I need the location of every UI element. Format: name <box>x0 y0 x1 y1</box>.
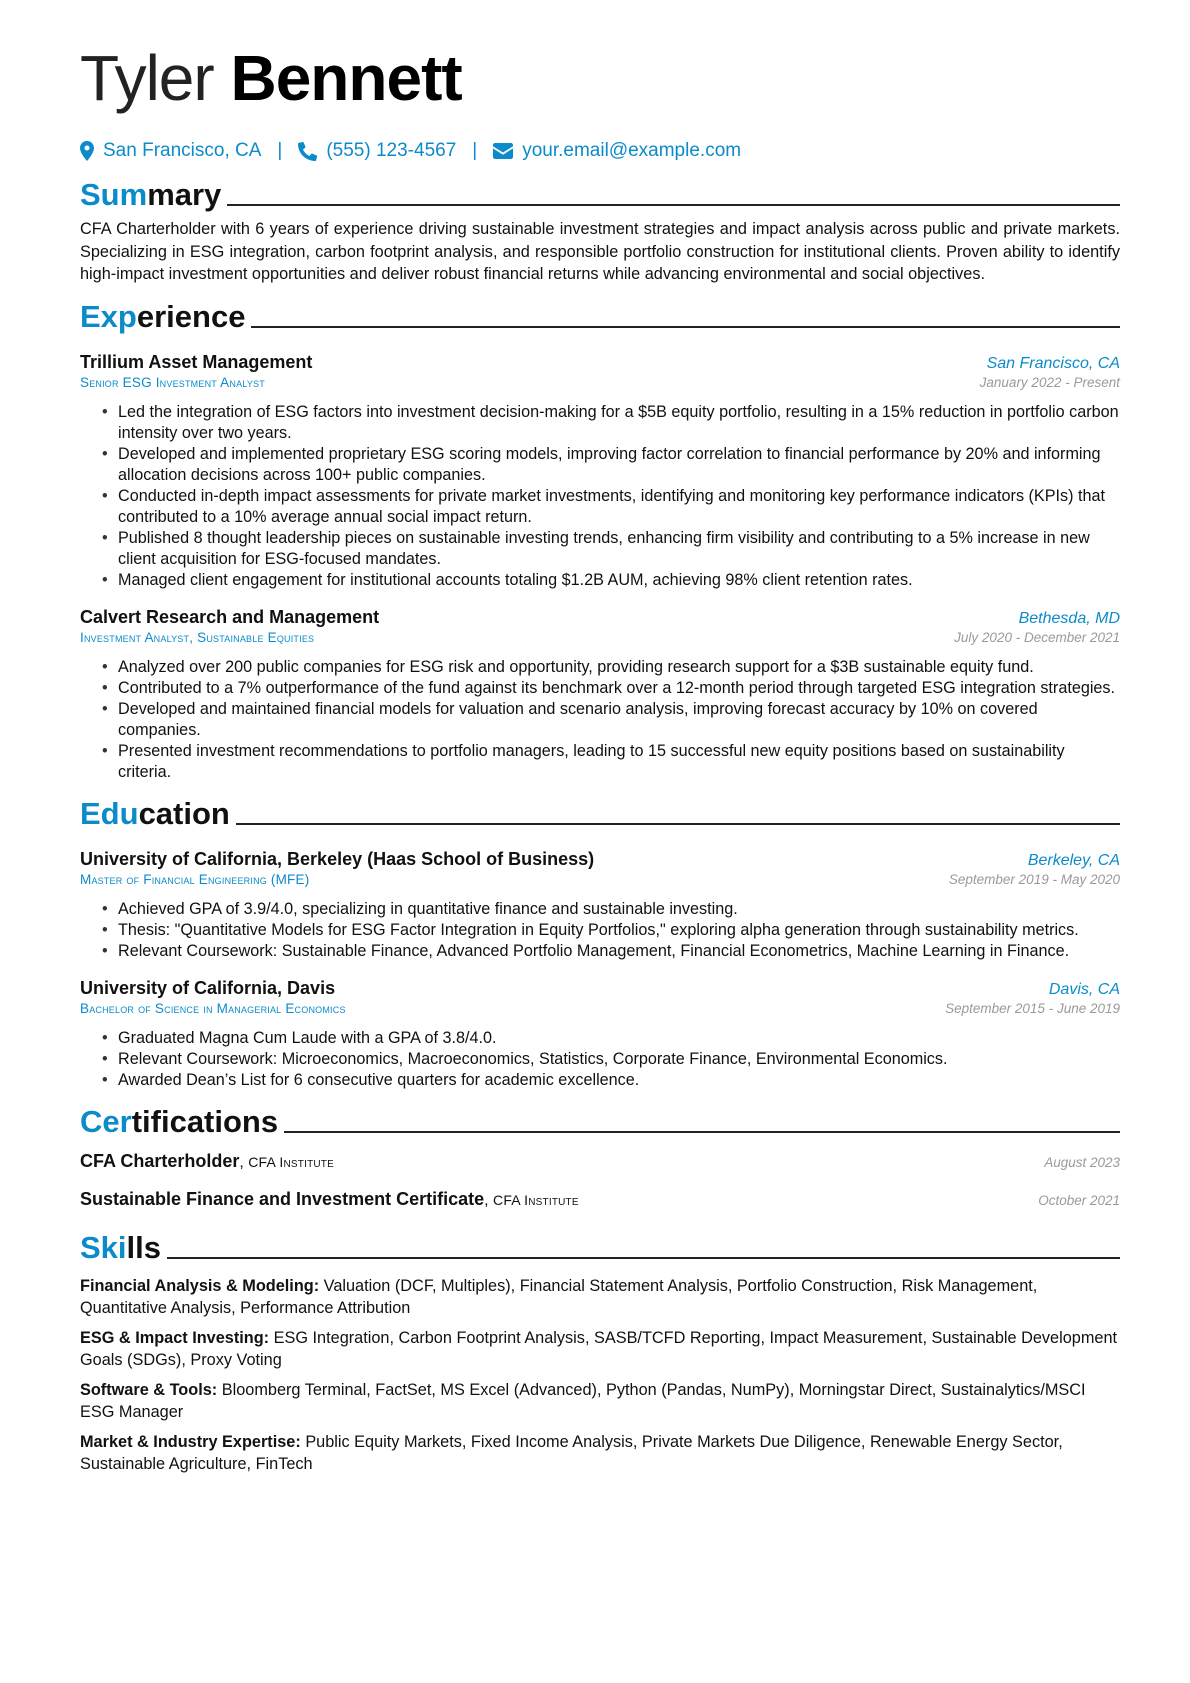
section-divider <box>236 823 1120 825</box>
section-heading <box>80 793 1120 833</box>
section-heading <box>80 296 1120 336</box>
certification-name: CFA Charterholder <box>80 1150 240 1171</box>
education-entry <box>80 976 1120 1091</box>
contact-bar <box>80 138 1120 164</box>
entry-location: Berkeley, CA <box>1027 851 1120 869</box>
bullet-item: • Conducted in-depth impact assessments for private market investments, identifying and monitoring key performance indicators (KPIs) that contributed to a 10% average annual social impact return. <box>102 486 1120 528</box>
contact-separator: | <box>472 140 478 161</box>
entry-dates: July 2020 - December 2021 <box>954 629 1120 645</box>
degree-title: Master of Financial Engineering (MFE) <box>80 871 310 887</box>
skills-section <box>80 1227 1120 1475</box>
phone-item[interactable] <box>298 140 456 162</box>
skill-category <box>80 1327 1120 1371</box>
bullet-item: • Managed client engagement for institutional accounts totaling $1.2B AUM, achieving 98% client retention rates. <box>102 570 1120 591</box>
bullet-item: • Analyzed over 200 public companies for ESG risk and opportunity, providing research support for a $3B sustainable equity fund. <box>102 657 1120 678</box>
bullet-item: • Contributed to a 7% outperformance of the fund against its benchmark over a 12-month period through targeted ESG integration strategies. <box>102 678 1120 699</box>
certification-item: Sustainable Finance and Investment Certificate, CFA Institute October 2021 <box>80 1188 1120 1209</box>
skill-values: ESG Integration, Carbon Footprint Analysis, SASB/TCFD Reporting, Impact Measurement, Sustainable Development Goals (SDGs), Proxy Voting <box>80 1328 1118 1369</box>
bullet-item: • Thesis: "Quantitative Models for ESG Factor Integration in Equity Portfolios," exploring alpha generation through sustainability metrics. <box>102 920 1120 941</box>
bullet-item: • Awarded Dean’s List for 6 consecutive quarters for academic excellence. <box>102 1070 1120 1091</box>
bullet-item: • Led the integration of ESG factors into investment decision-making for a $5B equity portfolio, resulting in a 15% reduction in portfolio carbon intensity over two years. <box>102 402 1120 444</box>
skill-label: Software & Tools: <box>80 1380 218 1399</box>
email-item[interactable] <box>493 140 741 162</box>
section-title: Summary <box>80 177 222 212</box>
certification-name: Sustainable Finance and Investment Certificate <box>80 1188 485 1209</box>
section-title: Experience <box>80 298 246 334</box>
bullet-item: • Relevant Coursework: Microeconomics, Macroeconomics, Statistics, Corporate Finance, Environmental Economics. <box>102 1049 1120 1070</box>
section-title: Certifications <box>80 1103 279 1139</box>
contact-separator: | <box>277 140 283 161</box>
first-name: Tyler <box>80 42 214 114</box>
skill-values: Bloomberg Terminal, FactSet, MS Excel (Advanced), Python (Pandas, NumPy), Morningstar Direct, Sustainalytics/MSCI ESG Manager <box>80 1380 1086 1421</box>
skill-label: Market & Industry Expertise: <box>80 1432 301 1451</box>
bullet-item: • Developed and maintained financial models for valuation and scenario analysis, improving forecast accuracy by 10% on covered companies. <box>102 699 1120 741</box>
entry-dates: September 2019 - May 2020 <box>948 871 1120 887</box>
organization-name: Trillium Asset Management <box>80 351 313 372</box>
section-heading <box>80 1227 1120 1267</box>
section-title: Education <box>80 795 230 831</box>
bullet-list <box>80 657 1120 783</box>
certification-issuer: CFA Institute <box>493 1191 579 1208</box>
location-text: San Francisco, CA <box>103 140 262 161</box>
section-divider <box>251 326 1120 328</box>
section-title: Skills <box>80 1229 161 1265</box>
job-title: Investment Analyst, Sustainable Equities <box>80 629 315 645</box>
experience-entry <box>80 350 1120 591</box>
section-divider <box>167 1257 1120 1259</box>
phone-icon <box>298 142 317 161</box>
candidate-name <box>80 38 1120 118</box>
section-heading <box>80 174 1120 214</box>
entry-dates: January 2022 - Present <box>979 374 1120 390</box>
location-item <box>80 140 261 162</box>
school-name: University of California, Berkeley (Haas School of Business) <box>80 848 595 869</box>
bullet-item: • Developed and implemented proprietary ESG scoring models, improving factor correlation to financial performance by 20% and informing allocation decisions across 100+ public companies. <box>102 444 1120 486</box>
bullet-item: • Relevant Coursework: Sustainable Finance, Advanced Portfolio Management, Financial Econometrics, Machine Learning in Finance. <box>102 941 1120 962</box>
certification-issuer: CFA Institute <box>248 1153 334 1170</box>
resume-page <box>80 0 1120 1475</box>
bullet-item: • Presented investment recommendations to portfolio managers, leading to 15 successful new equity positions based on sustainability criteria. <box>102 741 1120 783</box>
certification-date: August 2023 <box>1044 1154 1120 1170</box>
skill-values: Valuation (DCF, Multiples), Financial Statement Analysis, Portfolio Construction, Risk Management, Quantitative Analysis, Performance Attribution <box>80 1276 1038 1317</box>
skill-category <box>80 1275 1120 1319</box>
summary-section <box>80 174 1120 286</box>
skill-values: Public Equity Markets, Fixed Income Analysis, Private Markets Due Diligence, Renewable Energy Sector, Sustainable Agriculture, FinTech <box>80 1432 1063 1473</box>
phone-text[interactable]: (555) 123-4567 <box>326 140 457 161</box>
experience-entry <box>80 605 1120 783</box>
bullet-item: • Published 8 thought leadership pieces on sustainable investing trends, enhancing firm visibility and contributing to a 5% increase in new client acquisition for ESG-focused mandates. <box>102 528 1120 570</box>
skill-category <box>80 1379 1120 1423</box>
education-entry <box>80 847 1120 962</box>
bullet-item: • Graduated Magna Cum Laude with a GPA of 3.8/4.0. <box>102 1028 1120 1049</box>
email-link[interactable]: your.email@example.com <box>522 140 742 161</box>
organization-name: Calvert Research and Management <box>80 606 380 627</box>
bullet-item: • Achieved GPA of 3.9/4.0, specializing in quantitative finance and sustainable investing. <box>102 899 1120 920</box>
school-name: University of California, Davis <box>80 977 336 998</box>
entry-dates: September 2015 - June 2019 <box>945 1000 1120 1016</box>
entry-location: Davis, CA <box>1048 980 1120 998</box>
skill-category <box>80 1431 1120 1475</box>
skill-label: Financial Analysis & Modeling: <box>80 1276 320 1295</box>
map-marker-icon <box>80 141 94 161</box>
bullet-list <box>80 1028 1120 1091</box>
certification-item: CFA Charterholder, CFA Institute August 2023 <box>80 1150 1120 1171</box>
section-heading <box>80 1101 1120 1141</box>
envelope-icon <box>493 143 513 159</box>
bullet-list <box>80 402 1120 591</box>
job-title: Senior ESG Investment Analyst <box>80 374 265 390</box>
degree-title: Bachelor of Science in Managerial Economics <box>80 1000 346 1016</box>
summary-text: CFA Charterholder with 6 years of experience driving sustainable investment strategies and impact analysis across public and private markets. Specializing in ESG integration, carbon footprint analysis, and responsible portfolio construction for institutional clients. Proven ability to identify high-impact investment opportunities and deliver robust financial returns while advancing environmental and social objectives. <box>80 220 1120 284</box>
skill-label: ESG & Impact Investing: <box>80 1328 270 1347</box>
education-section <box>80 793 1120 1091</box>
certification-date: October 2021 <box>1038 1192 1120 1208</box>
entry-location: Bethesda, MD <box>1018 609 1120 627</box>
experience-section <box>80 296 1120 783</box>
section-divider <box>227 204 1120 206</box>
entry-location: San Francisco, CA <box>986 354 1120 372</box>
certifications-section <box>80 1101 1120 1217</box>
section-divider <box>284 1131 1120 1133</box>
last-name: Bennett <box>230 42 462 114</box>
bullet-list <box>80 899 1120 962</box>
